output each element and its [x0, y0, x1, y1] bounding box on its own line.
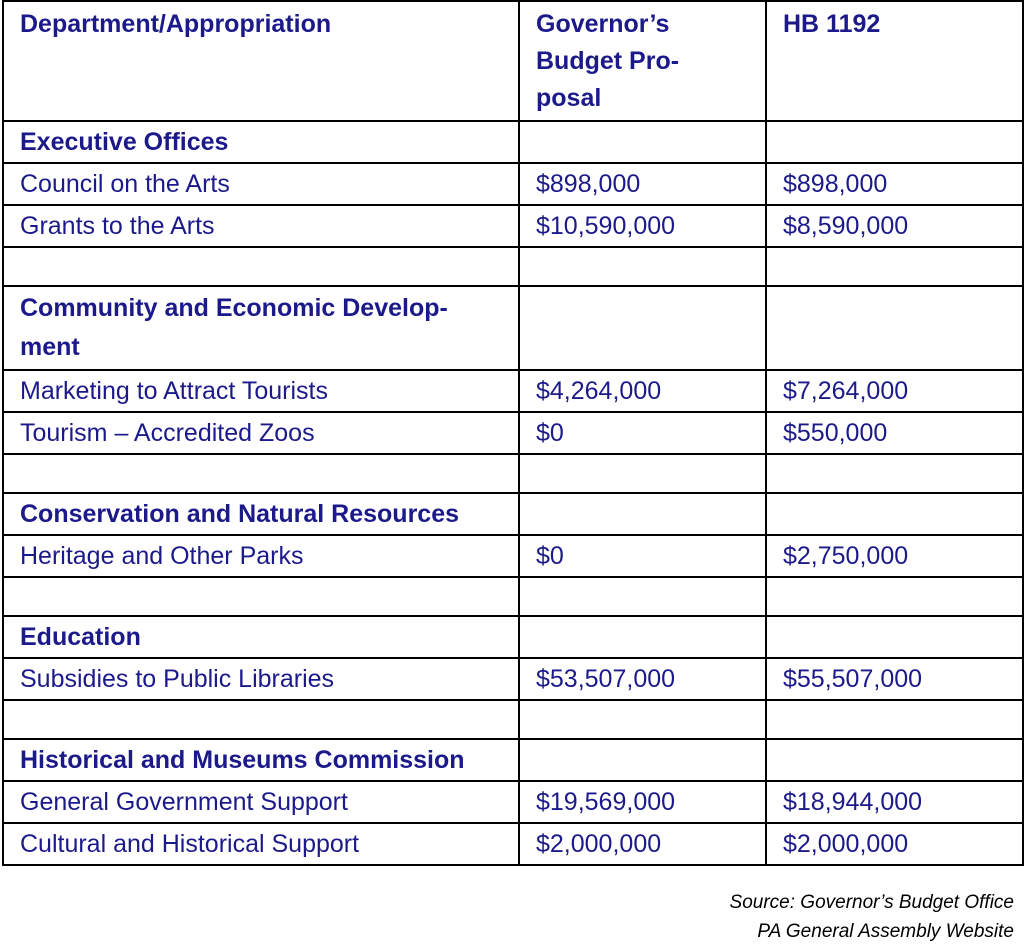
hb-amount-cell: $2,000,000 [766, 823, 1023, 865]
hb-amount-cell: $7,264,000 [766, 370, 1023, 412]
appropriation-cell [3, 700, 519, 739]
source-line-1: Source: Governor’s Budget Office [729, 892, 1014, 913]
hb-amount-cell [766, 616, 1023, 658]
source-line-2: PA General Assembly Website [757, 921, 1014, 942]
section-row [3, 739, 1023, 781]
appropriation-cell [3, 454, 519, 493]
appropriation-cell: Council on the Arts [3, 163, 519, 205]
governor-amount-cell: $0 [519, 412, 766, 454]
governor-amount-cell: $53,507,000 [519, 658, 766, 700]
header-row [3, 1, 1023, 121]
appropriation-cell: Grants to the Arts [3, 205, 519, 247]
governor-amount-cell [519, 454, 766, 493]
hb-amount-cell [766, 577, 1023, 616]
table-row [3, 412, 1023, 454]
section-row [3, 286, 1023, 370]
header-governor-budget: Governor’s Budget Pro-posal [519, 1, 766, 121]
hb-amount-cell [766, 739, 1023, 781]
appropriation-cell: Cultural and Historical Support [3, 823, 519, 865]
governor-amount-cell [519, 247, 766, 286]
hb-amount-cell [766, 493, 1023, 535]
appropriation-cell [3, 247, 519, 286]
appropriation-cell: Heritage and Other Parks [3, 535, 519, 577]
header-department: Department/Appropriation [3, 1, 519, 121]
appropriation-cell [3, 577, 519, 616]
table-row [3, 370, 1023, 412]
governor-amount-cell: $0 [519, 535, 766, 577]
governor-amount-cell: $10,590,000 [519, 205, 766, 247]
spacer-row [3, 247, 1023, 286]
hb-amount-cell: $550,000 [766, 412, 1023, 454]
appropriation-cell: Conservation and Natural Resources [3, 493, 519, 535]
appropriation-cell: Executive Offices [3, 121, 519, 163]
hb-amount-cell [766, 700, 1023, 739]
hb-amount-cell: $898,000 [766, 163, 1023, 205]
table-row [3, 205, 1023, 247]
spacer-row [3, 454, 1023, 493]
hb-amount-cell [766, 454, 1023, 493]
header-hb-1192: HB 1192 [766, 1, 1023, 121]
governor-amount-cell: $898,000 [519, 163, 766, 205]
hb-amount-cell [766, 247, 1023, 286]
spacer-row [3, 700, 1023, 739]
appropriation-cell: Historical and Museums Commission [3, 739, 519, 781]
governor-amount-cell [519, 700, 766, 739]
table-row [3, 163, 1023, 205]
governor-amount-cell [519, 577, 766, 616]
appropriation-cell: General Government Support [3, 781, 519, 823]
hb-amount-cell [766, 121, 1023, 163]
governor-amount-cell: $19,569,000 [519, 781, 766, 823]
hb-amount-cell: $8,590,000 [766, 205, 1023, 247]
hb-amount-cell [766, 286, 1023, 370]
spacer-row [3, 577, 1023, 616]
appropriation-cell: Community and Economic Develop-ment [3, 286, 519, 370]
table-row [3, 781, 1023, 823]
source-note [730, 888, 1014, 946]
governor-amount-cell [519, 616, 766, 658]
hb-amount-cell: $55,507,000 [766, 658, 1023, 700]
budget-table [2, 0, 1024, 866]
budget-table-body [3, 1, 1023, 865]
governor-amount-cell [519, 493, 766, 535]
governor-amount-cell [519, 739, 766, 781]
hb-amount-cell: $18,944,000 [766, 781, 1023, 823]
hb-amount-cell: $2,750,000 [766, 535, 1023, 577]
table-row [3, 658, 1023, 700]
section-row [3, 493, 1023, 535]
section-row [3, 616, 1023, 658]
appropriation-cell: Marketing to Attract Tourists [3, 370, 519, 412]
table-row [3, 823, 1023, 865]
governor-amount-cell: $4,264,000 [519, 370, 766, 412]
appropriation-cell: Education [3, 616, 519, 658]
governor-amount-cell: $2,000,000 [519, 823, 766, 865]
table-row [3, 535, 1023, 577]
governor-amount-cell [519, 121, 766, 163]
appropriation-cell: Tourism – Accredited Zoos [3, 412, 519, 454]
appropriation-cell: Subsidies to Public Libraries [3, 658, 519, 700]
governor-amount-cell [519, 286, 766, 370]
section-row [3, 121, 1023, 163]
